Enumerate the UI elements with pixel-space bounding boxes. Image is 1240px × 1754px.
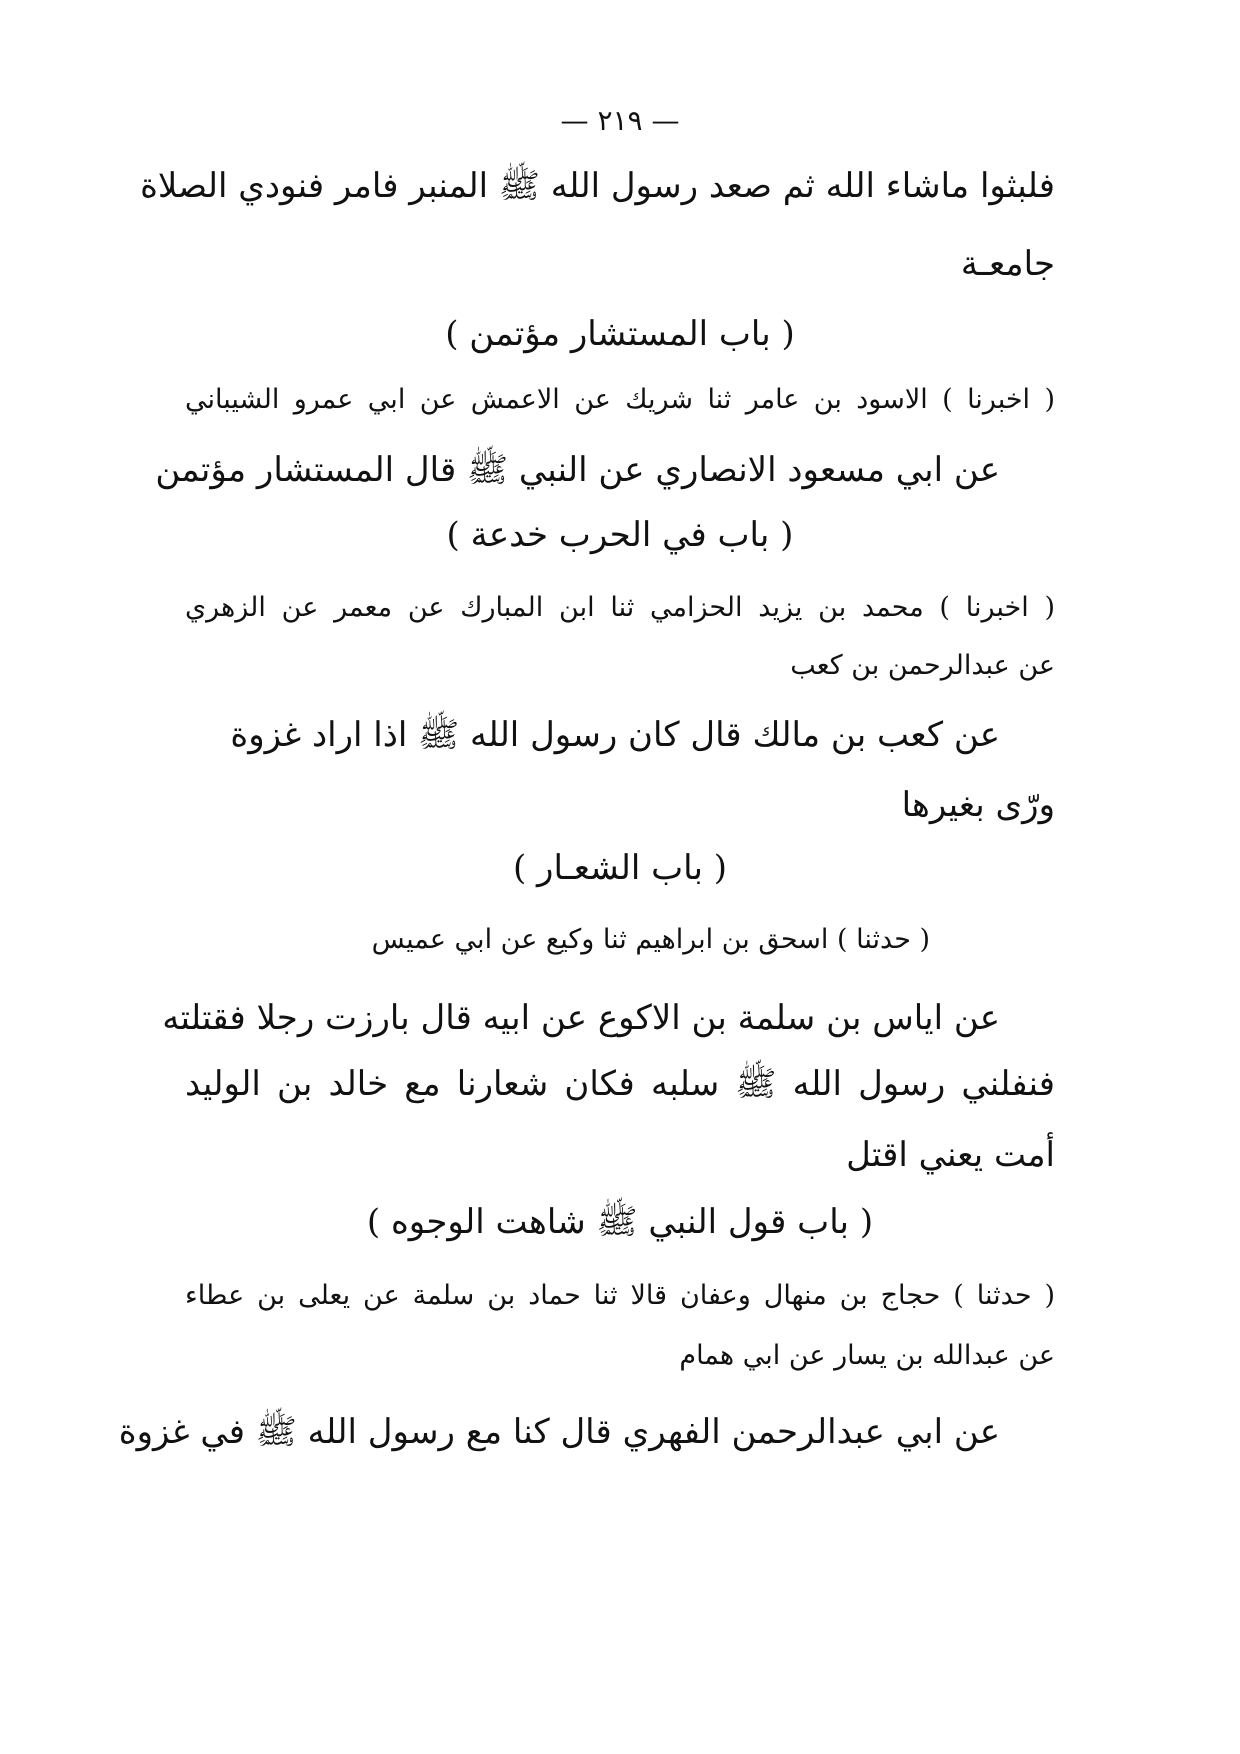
- page-number: — ٢١٩ —: [560, 104, 680, 137]
- text-line-18: عن عبدالله بن يسار عن ابي همام: [679, 1340, 1055, 1371]
- text-line-9: عن كعب بن مالك قال كان رسول الله ﷺ اذا اراد غزوة: [230, 715, 1000, 755]
- chapter-heading-2: ( باب في الحرب خدعة ): [446, 515, 794, 555]
- text-line-14: فنفلني رسول الله ﷺ سلبه فكان شعارنا مع خالد بن الوليد: [185, 1064, 1055, 1104]
- text-line-15: أمت يعني اقتل: [846, 1135, 1055, 1175]
- chapter-heading-4: ( باب قول النبي ﷺ شاهت الوجوه ): [366, 1202, 874, 1242]
- text-line-7: ( اخبرنا ) محمد بن يزيد الحزامي ثنا ابن المبارك عن معمر عن الزهري: [185, 592, 1055, 623]
- text-line-10: ورّى بغيرها: [901, 785, 1055, 825]
- text-line-1: فلبثوا ماشاء الله ثم صعد رسول الله ﷺ المنبر فامر فنودي الصلاة: [140, 166, 1055, 206]
- text-line-19: عن ابي عبدالرحمن الفهري قال كنا مع رسول الله ﷺ في غزوة: [118, 1412, 1000, 1452]
- chapter-heading-1: ( باب المستشار مؤتمن ): [445, 314, 795, 354]
- text-line-13: عن اياس بن سلمة بن الاكوع عن ابيه قال بارزت رجلا فقتلته: [162, 998, 1000, 1038]
- text-line-12: ( حدثنا ) اسحق بن ابراهيم ثنا وكيع عن ابي عميس: [371, 924, 930, 955]
- text-line-5: عن ابي مسعود الانصاري عن النبي ﷺ قال المستشار مؤتمن: [155, 450, 1000, 490]
- text-line-8: عن عبدالرحمن بن كعب: [790, 650, 1055, 681]
- text-line-2: جامعـة: [960, 244, 1055, 284]
- text-line-4: ( اخبرنا ) الاسود بن عامر ثنا شريك عن الاعمش عن ابي عمرو الشيباني: [185, 384, 1055, 415]
- text-line-17: ( حدثنا ) حجاج بن منهال وعفان قالا ثنا حماد بن سلمة عن يعلى بن عطاء: [185, 1280, 1055, 1311]
- chapter-heading-3: ( باب الشعـار ): [512, 848, 728, 888]
